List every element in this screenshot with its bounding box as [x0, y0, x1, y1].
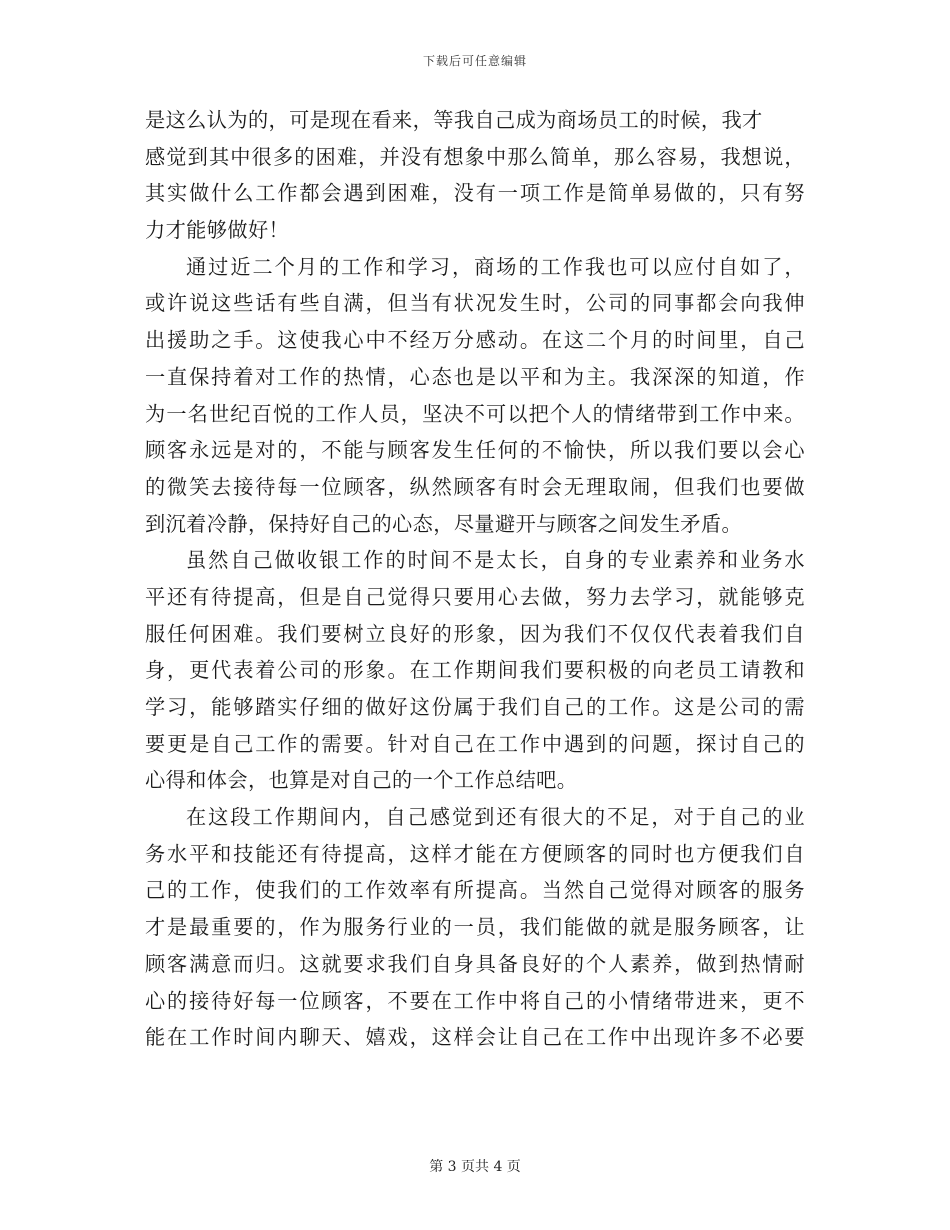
text-line: 要更是自己工作的需要。针对自己在工作中遇到的问题，探讨自己的 — [145, 731, 805, 756]
text-line: 顾客满意而归。这就要求我们自身具备良好的个人素养，做到热情耐 — [145, 951, 805, 976]
text-line: 务水平和技能还有待提高，这样才能在方便顾客的同时也方便我们自 — [145, 841, 805, 866]
page-number: 第 3 页共 4 页 — [429, 1159, 521, 1175]
text-line: 到沉着冷静，保持好自己的心态，尽量避开与顾客之间发生矛盾。 — [145, 511, 743, 536]
text-line: 己的工作，使我们的工作效率有所提高。当然自己觉得对顾客的服务 — [145, 878, 805, 903]
text-line: 才是最重要的，作为服务行业的一员，我们能做的就是服务顾客，让 — [145, 915, 805, 940]
text-line: 出援助之手。这使我心中不经万分感动。在这二个月的时间里，自己 — [145, 328, 805, 353]
text-line: 通过近二个月的工作和学习，商场的工作我也可以应付自如了， — [186, 254, 805, 279]
document-body — [145, 102, 805, 1056]
text-line: 感觉到其中很多的困难，并没有想象中那么简单，那么容易，我想说， — [145, 144, 805, 169]
text-line: 的微笑去接待每一位顾客，纵然顾客有时会无理取闹，但我们也要做 — [145, 474, 805, 499]
text-line: 服任何困难。我们要树立良好的形象，因为我们不仅仅代表着我们自 — [145, 621, 805, 646]
text-line: 身，更代表着公司的形象。在工作期间我们要积极的向老员工请教和 — [145, 658, 805, 683]
text-line: 平还有待提高，但是自己觉得只要用心去做，努力去学习，就能够克 — [145, 584, 805, 609]
text-line: 一直保持着对工作的热情，心态也是以平和为主。我深深的知道，作 — [145, 364, 805, 389]
text-line: 力才能够做好！ — [145, 218, 290, 243]
text-line: 或许说这些话有些自满，但当有状况发生时，公司的同事都会向我伸 — [145, 291, 805, 316]
text-line: 能在工作时间内聊天、嬉戏，这样会让自己在工作中出现许多不必要 — [145, 1025, 805, 1050]
text-line: 是这么认为的，可是现在看来，等我自己成为商场员工的时候，我才 — [145, 108, 763, 132]
text-line: 其实做什么工作都会遇到困难，没有一项工作是简单易做的，只有努 — [145, 181, 805, 206]
text-line: 心的接待好每一位顾客，不要在工作中将自己的小情绪带进来，更不 — [145, 988, 805, 1013]
text-line: 学习，能够踏实仔细的做好这份属于我们自己的工作。这是公司的需 — [145, 695, 805, 719]
text-line: 顾客永远是对的，不能与顾客发生任何的不愉快，所以我们要以会心 — [145, 438, 805, 463]
page-header: 下载后可任意编辑 — [422, 54, 527, 68]
text-line: 为一名世纪百悦的工作人员，坚决不可以把个人的情绪带到工作中来。 — [145, 401, 805, 426]
text-line: 心得和体会，也算是对自己的一个工作总结吧。 — [145, 768, 578, 793]
text-line: 虽然自己做收银工作的时间不是太长，自身的专业素养和业务水 — [186, 548, 805, 573]
text-line: 在这段工作期间内，自己感觉到还有很大的不足，对于自己的业 — [186, 805, 805, 830]
